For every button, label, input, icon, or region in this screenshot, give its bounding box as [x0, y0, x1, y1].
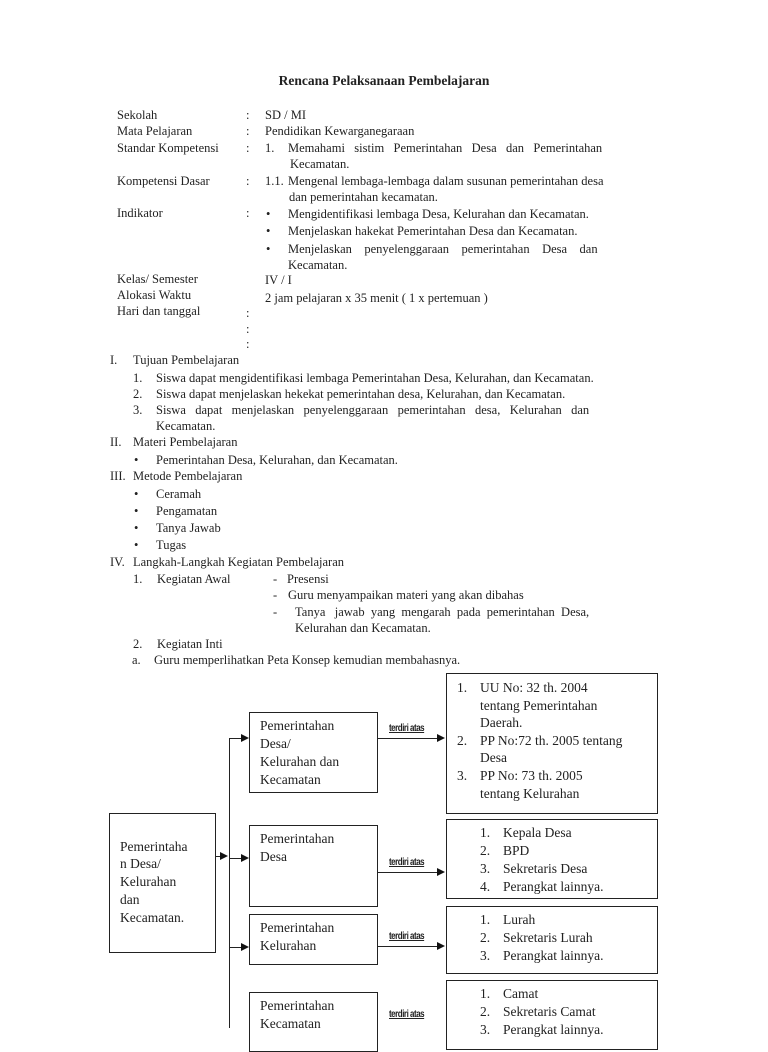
- label-standar-kompetensi: Standar Kompetensi: [117, 141, 219, 155]
- section-title: Langkah-Langkah Kegiatan Pembelajaran: [133, 555, 345, 569]
- concept-list-box-desa: [446, 819, 658, 899]
- box-line: Pemerintaha: [120, 839, 188, 854]
- item-number: 3.: [480, 948, 491, 963]
- connector-label: terdiri atas: [389, 857, 425, 868]
- box-line: Pemerintahan: [260, 920, 335, 935]
- item-number: 2.: [480, 843, 491, 858]
- list-item-line2: Kelurahan dan Kecamatan.: [295, 621, 431, 635]
- list-item: Siswa dapat mengidentifikasi lembaga Pemerintahan Desa, Kelurahan, dan Kecamatan.: [156, 371, 594, 385]
- item-number: 2.: [457, 733, 468, 748]
- section-title: Metode Pembelajaran: [133, 469, 243, 483]
- indikator-item: Menjelaskan penyelenggaraan pemerintahan Desa dan: [288, 242, 598, 256]
- bullet-icon: •: [134, 504, 139, 518]
- arrowhead-icon: [437, 868, 445, 876]
- concept-box-kelurahan: [249, 914, 378, 965]
- list-item-line2: Kecamatan.: [156, 419, 216, 433]
- box-line: Kelurahan: [120, 874, 177, 889]
- list-item: UU No: 32 th. 2004: [480, 680, 588, 695]
- list-item: Perangkat lainnya.: [503, 948, 604, 963]
- bullet-icon: •: [266, 242, 271, 256]
- item-number: 1.: [133, 572, 143, 586]
- item-number: 4.: [480, 879, 491, 894]
- concept-box-desa: [249, 825, 378, 907]
- section-number: I.: [110, 353, 118, 367]
- label-kelas-semester: Kelas/ Semester: [117, 272, 198, 286]
- item-number: 1.: [480, 986, 491, 1001]
- colon: :: [246, 174, 250, 188]
- connector-label: terdiri atas: [389, 931, 425, 942]
- connector-label: terdiri atas: [389, 1009, 425, 1020]
- label-alokasi-waktu: Alokasi Waktu: [117, 288, 192, 302]
- list-item: PP No:72 th. 2005 tentang: [480, 733, 623, 748]
- colon: :: [246, 124, 250, 138]
- list-item: Guru menyampaikan materi yang akan dibahas: [288, 588, 524, 602]
- concept-box-desa-kelurahan-kecamatan: [249, 712, 378, 793]
- connector-label: terdiri atas: [389, 723, 425, 734]
- list-item: Siswa dapat menjelaskan hekekat pemerintahan desa, Kelurahan, dan Kecamatan.: [156, 387, 566, 401]
- list-item: Tanya Jawab: [156, 521, 221, 535]
- kegiatan-awal-label: Kegiatan Awal: [157, 572, 231, 586]
- section-number: III.: [110, 469, 126, 483]
- list-item: Sekretaris Desa: [503, 861, 588, 876]
- section-title: Materi Pembelajaran: [133, 435, 238, 449]
- bullet-icon: •: [134, 453, 139, 467]
- list-item: Desa: [480, 750, 507, 765]
- box-line: Kelurahan: [260, 938, 317, 953]
- item-number: 1.: [133, 371, 143, 385]
- list-item: Tanya jawab yang mengarah pada pemerintahan Desa,: [289, 605, 590, 619]
- colon: :: [246, 108, 250, 122]
- list-item: Kepala Desa: [503, 825, 572, 840]
- list-item: BPD: [503, 843, 530, 858]
- section-number: IV.: [110, 555, 125, 569]
- list-item: Sekretaris Camat: [503, 1004, 596, 1019]
- value-kelas-semester: IV / I: [265, 273, 292, 287]
- list-item: Camat: [503, 986, 539, 1001]
- item-number: 2.: [133, 387, 143, 401]
- kd-number: 1.1.: [265, 174, 284, 188]
- colon: :: [246, 322, 250, 336]
- item-number: 3.: [480, 861, 491, 876]
- item-number: 2.: [480, 1004, 491, 1019]
- label-indikator: Indikator: [117, 206, 163, 220]
- colon: :: [246, 141, 250, 155]
- kegiatan-inti-label: Kegiatan Inti: [157, 637, 223, 651]
- list-item: Presensi: [287, 572, 329, 586]
- label-kompetensi-dasar: Kompetensi Dasar: [117, 174, 210, 188]
- list-item: Pengamatan: [156, 504, 218, 518]
- connector-line: [378, 738, 438, 739]
- sk-number: 1.: [265, 141, 275, 155]
- list-item: PP No: 73 th. 2005: [480, 768, 583, 783]
- box-line: Kecamatan.: [120, 910, 185, 925]
- item-number: 1.: [457, 680, 468, 695]
- section-title: Tujuan Pembelajaran: [133, 353, 240, 367]
- arrowhead-icon: [220, 852, 228, 860]
- arrowhead-icon: [241, 854, 249, 862]
- arrowhead-icon: [437, 942, 445, 950]
- list-item: Guru memperlihatkan Peta Konsep kemudian membahasnya.: [154, 653, 461, 667]
- box-line: dan: [120, 892, 140, 907]
- list-item: Perangkat lainnya.: [503, 879, 604, 894]
- list-item: Ceramah: [156, 487, 202, 501]
- box-line: Pemerintahan: [260, 998, 335, 1013]
- box-line: Kelurahan dan: [260, 754, 340, 769]
- connector-trunk: [229, 738, 230, 1028]
- box-line: Desa/: [260, 736, 291, 751]
- concept-list-box-kelurahan: [446, 906, 658, 974]
- label-hari-tanggal: Hari dan tanggal: [117, 304, 201, 318]
- box-line: n Desa/: [120, 856, 161, 871]
- bullet-icon: •: [134, 487, 139, 501]
- label-sekolah: Sekolah: [117, 108, 158, 122]
- section-number: II.: [110, 435, 122, 449]
- arrowhead-icon: [241, 734, 249, 742]
- concept-list-box-dasar-hukum: [446, 673, 658, 814]
- item-number: 3.: [457, 768, 468, 783]
- colon: :: [246, 337, 250, 351]
- item-number: 3.: [133, 403, 143, 417]
- indikator-item-line2: Kecamatan.: [288, 258, 348, 272]
- bullet-icon: •: [266, 207, 271, 221]
- value-sekolah: SD / MI: [265, 108, 306, 122]
- kd-line-1: Mengenal lembaga-lembaga dalam susunan pemerintahan desa: [288, 174, 604, 188]
- box-line: Kecamatan: [260, 772, 321, 787]
- item-number: 2.: [480, 930, 491, 945]
- arrowhead-icon: [241, 943, 249, 951]
- bullet-icon: •: [134, 538, 139, 552]
- bullet-icon: •: [134, 521, 139, 535]
- list-item: Daerah.: [480, 715, 523, 730]
- list-item: Sekretaris Lurah: [503, 930, 593, 945]
- concept-list-box-kecamatan: [446, 980, 658, 1050]
- dash: -: [273, 605, 278, 619]
- sk-line-2: Kecamatan.: [290, 157, 350, 171]
- item-number: 1.: [480, 912, 491, 927]
- list-item: tentang Pemerintahan: [480, 698, 598, 713]
- item-number: 1.: [480, 825, 491, 840]
- colon: :: [246, 206, 250, 220]
- list-item: Perangkat lainnya.: [503, 1022, 604, 1037]
- box-line: Desa: [260, 849, 287, 864]
- label-mata-pelajaran: Mata Pelajaran: [117, 124, 193, 138]
- sk-line-1: Memahami sistim Pemerintahan Desa dan Pemerintahan: [288, 141, 603, 155]
- connector-line: [378, 872, 438, 873]
- indikator-item: Mengidentifikasi lembaga Desa, Kelurahan dan Kecamatan.: [288, 207, 589, 221]
- list-item: Lurah: [503, 912, 536, 927]
- list-item: Tugas: [156, 538, 187, 552]
- list-item: tentang Kelurahan: [480, 786, 580, 801]
- item-number: 3.: [480, 1022, 491, 1037]
- concept-box-kecamatan: [249, 992, 378, 1052]
- item-letter: a.: [132, 653, 141, 667]
- indikator-item: Menjelaskan hakekat Pemerintahan Desa dan Kecamatan.: [288, 224, 578, 238]
- connector-line: [378, 946, 438, 947]
- list-item: Pemerintahan Desa, Kelurahan, dan Kecamatan.: [156, 453, 398, 467]
- colon: :: [246, 306, 250, 320]
- dash: -: [273, 572, 278, 586]
- bullet-icon: •: [266, 224, 271, 238]
- kd-line-2: dan pemerintahan kecamatan.: [289, 190, 438, 204]
- box-line: Kecamatan: [260, 1016, 321, 1031]
- value-mata-pelajaran: Pendidikan Kewarganegaraan: [265, 124, 415, 138]
- value-alokasi-waktu: 2 jam pelajaran x 35 menit ( 1 x pertemuan ): [265, 291, 488, 305]
- arrowhead-icon: [437, 734, 445, 742]
- list-item: Siswa dapat menjelaskan penyelenggaraan pemerintahan desa, Kelurahan dan: [156, 403, 590, 417]
- box-line: Pemerintahan: [260, 718, 335, 733]
- page-title: Rencana Pelaksanaan Pembelajaran: [278, 73, 490, 88]
- box-line: Pemerintahan: [260, 831, 335, 846]
- concept-root-box: [109, 813, 216, 953]
- dash: -: [273, 588, 278, 602]
- item-number: 2.: [133, 637, 143, 651]
